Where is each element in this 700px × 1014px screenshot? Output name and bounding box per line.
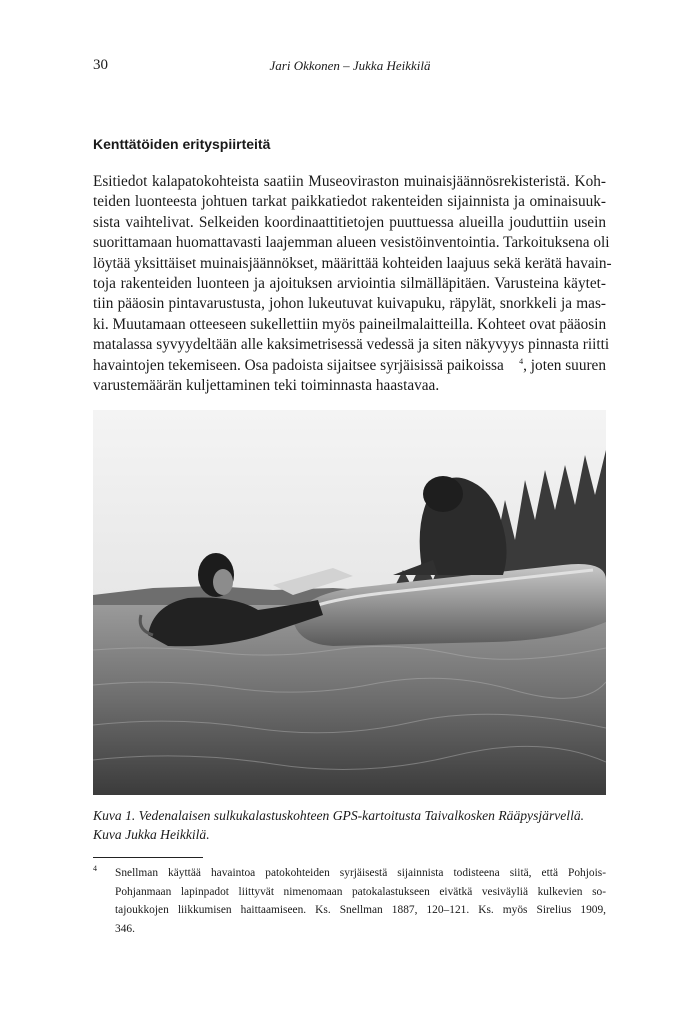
body-line: tiin pääosin pintavarustusta, johon lukeutuvat kuivapuku, räpylät, snorkkeli ja mas- xyxy=(93,295,606,313)
footnote-line: Snellman käyttää havaintoa patokohteiden syrjäisestä sijainnista todisteena siitä, että Pohjois- xyxy=(115,867,606,879)
body-line: sista vaihtelivat. Selkeiden koordinaattitietojen puuttuessa alueilla jouduttiin usein xyxy=(93,213,606,231)
footnote-line: tajoukkojen liikkumisen haittaamiseen. Ks. Snellman 1887, 120–121. Ks. myös Sirelius 1909, xyxy=(115,904,606,916)
body-line-start: havaintojen tekemiseen. Osa padoista sijaitsee syrjäisissä paikoissa xyxy=(93,356,504,374)
body-line: ki. Muutamaan otteeseen sukellettiin myös paineilmalaitteilla. Kohteet ovat pääosin xyxy=(93,315,607,333)
body-line: matalassa syvyydeltään alle kaksimetrisessä vedessä ja siten näkyvyys pinnasta riitti xyxy=(93,336,610,354)
caption-line: Kuva Jukka Heikkilä. xyxy=(93,827,210,842)
body-paragraph xyxy=(93,172,612,396)
page-number: 30 xyxy=(93,57,108,73)
body-line: löytää yksittäiset muinaisjäännökset, määrittää kohteiden laajuus sekä kerätä havain- xyxy=(93,254,612,272)
footnote-divider xyxy=(93,857,203,858)
caption-line: Kuva 1. Vedenalaisen sulkukalastuskohteen GPS-kartoitusta Taivalkosken Rääpysjärvellä. xyxy=(93,808,585,823)
body-line: suorittamaan huomattavasti laajemman alueen vesistöinventointia. Tarkoituksena oli xyxy=(93,234,610,252)
body-line: teiden luonteesta johtuen tarkat paikkatiedot rakenteiden sijainnista ja ominaisuuk- xyxy=(93,193,606,211)
footnote xyxy=(93,864,606,938)
footnote-ref: 4 xyxy=(519,356,524,366)
figure-photo xyxy=(93,410,606,795)
footnote-line: Pohjanmaan lapinpadot liittyvät nimenomaan patokalastukseen eivätkä vesiväyliä kulkevien so- xyxy=(115,885,606,898)
body-line xyxy=(93,356,606,376)
photo-lake-divers xyxy=(93,410,606,795)
footnote-line: 346. xyxy=(115,922,135,935)
footnote-text xyxy=(115,864,606,938)
running-head: Jari Okkonen – Jukka Heikkilä xyxy=(269,58,431,73)
body-line: Esitiedot kalapatokohteista saatiin Museoviraston muinaisjäännösrekisteristä. Koh- xyxy=(93,173,606,190)
body-line: varustemäärän kuljettaminen teki toiminnasta haastavaa. xyxy=(93,376,440,394)
body-line-tail: , joten suuren xyxy=(523,356,606,374)
section-heading: Kenttätöiden erityspiirteitä xyxy=(93,136,271,152)
body-line-end xyxy=(519,356,606,376)
body-line: toja rakenteiden luonteen ja ajoituksen arviointia silmälläpitäen. Varusteina käytet- xyxy=(93,274,606,292)
figure-caption xyxy=(93,806,606,844)
footnote-number: 4 xyxy=(93,864,97,873)
